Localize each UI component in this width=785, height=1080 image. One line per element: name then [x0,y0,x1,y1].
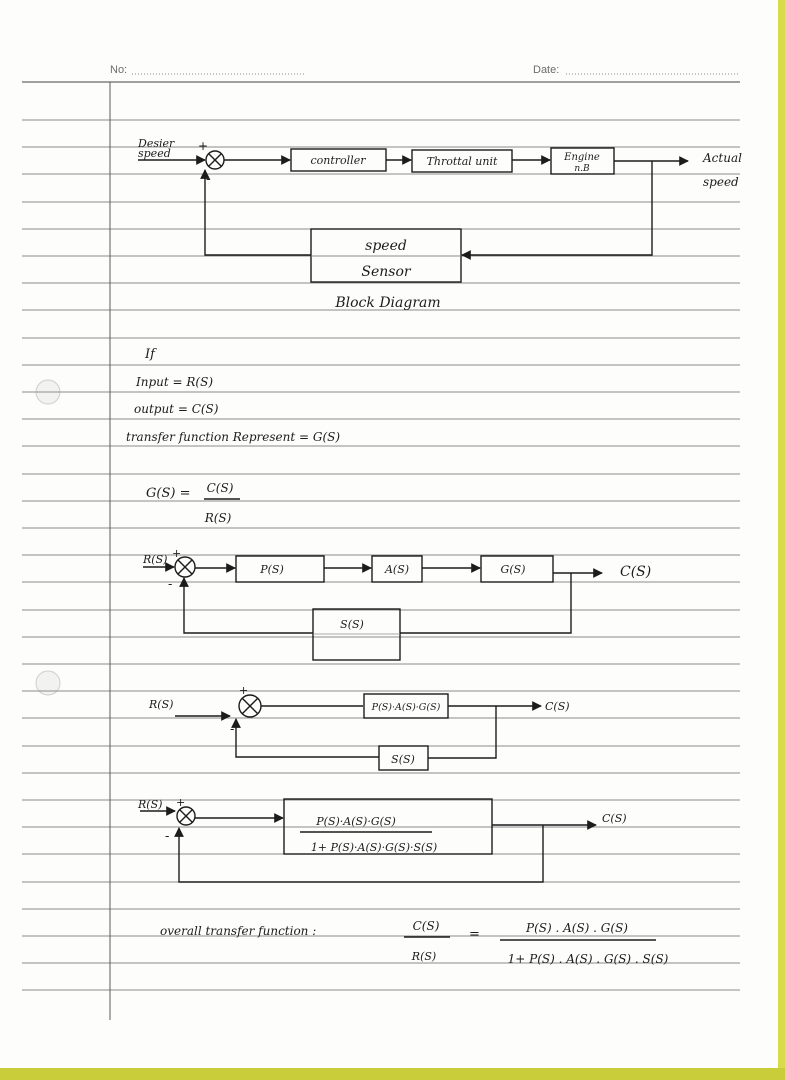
minus-sign: - [206,171,211,187]
d2-a-label: A(S) [384,563,410,576]
d3-output-label: C(S) [545,700,570,713]
d3-plus: + [239,684,249,697]
d2-s-label: S(S) [340,618,364,631]
sensor-label-line1: speed [365,238,407,254]
overall-equals: = [469,927,480,942]
block-diagram-caption: Block Diagram [335,295,441,311]
g-equation-lhs: G(S) = [146,486,191,501]
d2-input-label: R(S) [143,553,168,566]
d2-output-label: C(S) [620,564,652,580]
desired-speed-label-line1: Desier [138,137,175,150]
overall-rhs-numerator: P(S) . A(S) . G(S) [526,921,628,935]
g-equation-denominator: R(S) [204,511,232,525]
input-definition: Input = R(S) [136,375,214,389]
desired-speed-label-line2: speed [138,147,171,160]
d4-output-label: C(S) [602,812,627,825]
d4-plus: + [176,796,186,809]
d2-minus: - [168,577,173,592]
engine-label-line1: Engine [564,152,600,163]
d4-denominator: 1+ P(S)·A(S)·G(S)·S(S) [310,841,438,854]
date-label: Date: [533,64,560,76]
actual-speed-label-line2: speed [703,175,739,189]
d3-feedback-label: S(S) [391,753,415,766]
d2-p-label: P(S) [260,563,284,576]
d4-minus: - [165,829,170,844]
controller-label: controller [310,154,366,167]
overall-label: overall transfer function : [160,924,317,938]
d3-minus: - [230,722,235,737]
g-equation-numerator: C(S) [206,481,234,495]
if-text: If [145,347,155,362]
overall-lhs-numerator: C(S) [412,919,440,933]
plus-sign: + [198,139,209,153]
sensor-label-line2: Sensor [361,264,411,280]
transfer-definition: transfer function Represent = G(S) [126,430,341,444]
d3-input-label: R(S) [149,698,174,711]
throttle-label: Throttal unit [426,155,498,168]
no-label: No: [110,64,128,76]
engine-label-line2: n.B [574,164,590,174]
paper-bottom-edge [0,1068,785,1080]
overall-lhs-denominator: R(S) [411,950,437,963]
output-definition: output = C(S) [134,402,219,416]
d4-input-label: R(S) [138,798,163,811]
d2-plus: + [172,547,182,560]
d3-forward-label: P(S)·A(S)·G(S) [371,702,441,713]
actual-speed-label-line1: Actual [703,151,742,165]
d4-numerator: P(S)·A(S)·G(S) [316,815,396,828]
d2-g-label: G(S) [500,563,526,576]
overall-rhs-denominator: 1+ P(S) . A(S) . G(S) . S(S) [507,952,669,966]
